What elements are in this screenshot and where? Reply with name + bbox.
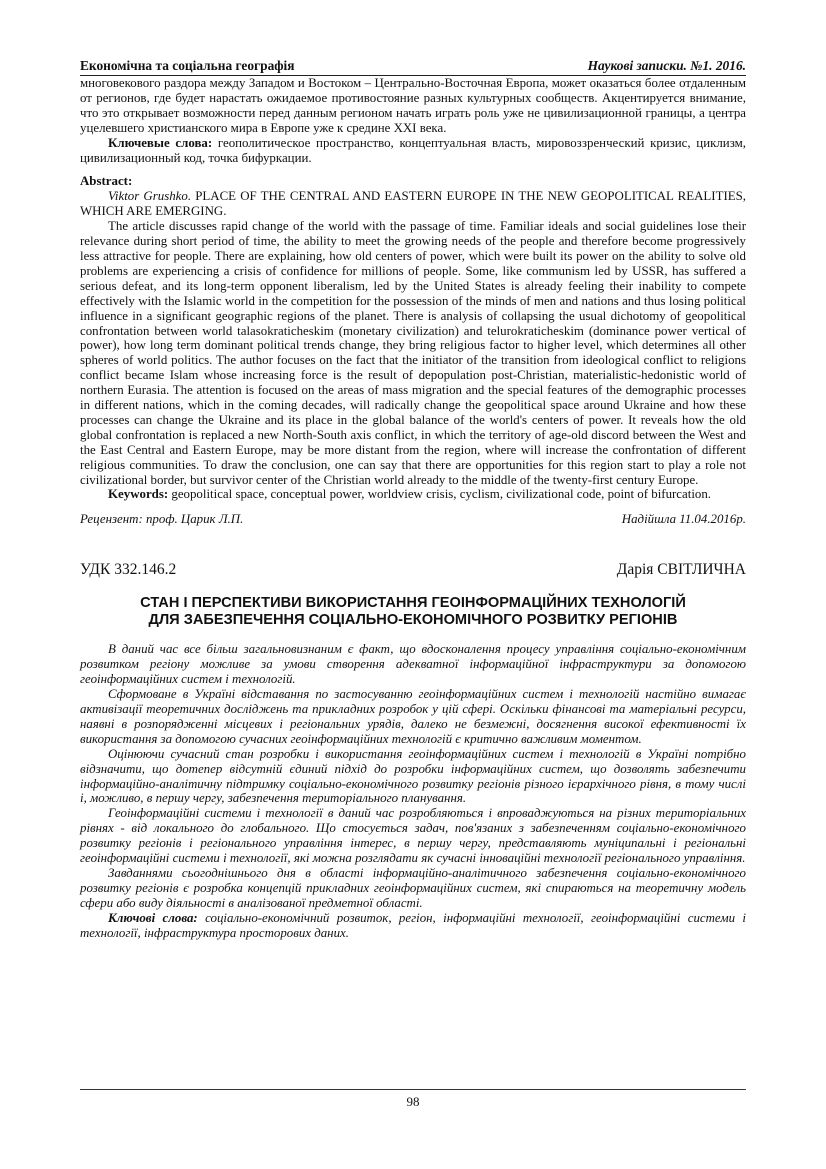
article-keywords-text: соціально-економічний розвиток, регіон, інформаційні технології, геоінформаційні системи і технології, інфраструктура просторових даних.: [80, 910, 746, 940]
ru-keywords: [80, 136, 746, 166]
udk-code: УДК 332.146.2: [80, 561, 177, 579]
page-footer: [80, 1089, 746, 1110]
en-author: Viktor Grushko.: [108, 189, 192, 204]
abstract-paragraph: Геоінформаційні системи і технології в даний час розробляються і впроваджуються на різних територіальних рівнях - від локального до глобального. Що стосується задач, пов'язаних з забезпеченням соціально-економічного розвитку регіонів і регіонального управління інтерес, в першу чергу, представляють муніципальні і регіональні геоінформаційні системи і технології, які можна розглядати як сучасні інноваційні технології регіонального управління.: [80, 806, 746, 866]
reviewer: Рецензент: проф. Царик Л.П.: [80, 512, 244, 527]
en-keywords: [80, 487, 746, 502]
en-abstract: The article discusses rapid change of the world with the passage of time. Familiar ideals and social guidelines lose their relevance during short period of time, the ability to meet the growing needs of the people and therefore become progressively less attractive for people. There are explaining, how old centers of power, which were built its power on the ability to solve old problems are experiencing a crisis of confidence for millions of people. Some, like communism led by USSR, has suffered a serious defeat, and its long-term opponent liberalism, led by the United States is already feeling their inability to compete effectively with the Islamic world in the competition for the possession of the minds of men and nations and thus losing political influence in a significant geographic regions of the planet. There is analysis of collapsing the usual dichotomy of geopolitical confrontation between world talasokraticheskim (monetary civilization) and telurokraticheskim (dominance power vertical of power), how long term dominant political trends change, they bring religious factor to higher level, which determines all other spheres of world politics. The author focuses on the fact that the initiator of the transition from ideological conflict to religions conflict became Islam whose increasing force is the result of depopulation post-Christian, materialistic-hedonistic world of northern Eurasia. The attention is focused on the areas of mass migration and the special features of the demographic processes in different nations, which in the coming decades, will radically change the geopolitical space around Ukraine and how these processes can change the Ukraine and its place in the global balance of the world's centers of power. It reveals how the old global confrontation is replaced a new North-South axis conflict, in which the territory of age-old discord between the West and the East Central and Eastern Europe, may be more distant from the region, where will increase the confrontation of different religious communities. To draw the conclusion, one can say that there are opportunities for this region start to play a role not civilizational border, but survivor center of the Christian world already to the middle of the twenty-first century Europe.: [80, 219, 746, 487]
page-body: [80, 58, 746, 941]
en-title-text: PLACE OF THE CENTRAL AND EASTERN EUROPE IN THE NEW GEOPOLITICAL REALITIES, WHICH ARE EMERGING.: [80, 189, 747, 219]
abstract-paragraph: В даний час все більш загальновизнаним є факт, що вдосконалення процесу управління соціально-економічним розвитком регіону можливе за умови створення адекватної інформаційної інфраструктури за допомогою геоінформаційних систем і технологій.: [80, 642, 746, 687]
abstract-paragraph: Оцінюючи сучасний стан розробки і використання геоінформаційних систем і технологій в Україні потрібно відзначити, що дотепер відсутній єдиний підхід до розробки інформаційних систем, що дозволять забезпечити інформаційно-аналітичну підтримку соціально-економічного розвитку регіонів різного ієрархічного рівня, в тому числі і, можливо, в першу чергу, забезпечення територіального планування.: [80, 746, 746, 806]
article-author: Дарія СВІТЛИЧНА: [616, 561, 746, 579]
ru-keywords-text: геополитическое пространство, концептуальная власть, мировоззренческий кризис, циклизм, цивилизационный код, точка бифуркации.: [80, 135, 746, 165]
abstract-paragraph: Завданнями сьогоднішнього дня в області інформаційно-аналітичного забезпечення соціально-економічного розвитку регіонів є розробка концепцій прикладних геоінформаційних систем, які спираються на теоретичну модель сфери або виду діяльності в аналізованої предметної області.: [80, 865, 746, 910]
ru-keywords-label: Ключевые слова:: [108, 135, 213, 150]
article-abstract: [80, 642, 746, 940]
article-title-line-1: СТАН І ПЕРСПЕКТИВИ ВИКОРИСТАННЯ ГЕОІНФОРМАЦІЙНИХ ТЕХНОЛОГІЙ: [140, 595, 686, 612]
ru-abstract-continuation: многовекового раздора между Западом и Востоком – Центрально-Восточная Европа, может оказаться более отдаленным от регионов, где будет нарастать ожидаемое противостояние разных культурных сообществ. Акцентируется внимание, что это открывает возможности перед данным регионом начать играть роль уже не цивилизационной границы, а центра уцелевшего христианского мира в Европе уже к средине XXI века.: [80, 76, 746, 135]
page-number: 98: [406, 1094, 420, 1109]
abstract-paragraph: Сформоване в Україні відставання по застосуванню геоінформаційних систем і технологій настійно вимагає активізації теоретичних досліджень та прикладних розробок у цій сфері. Оскільки фінансові та матеріальні ресурси, наявні в розпорядженні місцевих і регіональних урядів, далеко не безмежні, досягнення високої ефективності їх використання за допомогою сучасних геоінформаційних технологій є критично важливим моментом.: [80, 687, 746, 746]
en-title: [80, 189, 746, 219]
journal-section: Економічна та соціальна географія: [80, 58, 295, 73]
running-header: [80, 58, 746, 76]
article-keywords: [80, 911, 746, 941]
article-title: [80, 595, 746, 629]
article-meta: [80, 561, 746, 579]
abstract-label: Abstract:: [80, 174, 133, 189]
article-keywords-label: Ключові слова:: [108, 910, 198, 925]
review-info: [80, 512, 746, 527]
en-keywords-text: geopolitical space, conceptual power, worldview crisis, cyclism, civilizational code, point of bifurcation.: [168, 487, 712, 502]
en-keywords-label: Keywords:: [108, 487, 169, 502]
received-date: Надійшла 11.04.2016р.: [621, 512, 746, 527]
journal-issue: Наукові записки. №1. 2016.: [587, 58, 746, 73]
article-title-line-2: ДЛЯ ЗАБЕЗПЕЧЕННЯ СОЦІАЛЬНО-ЕКОНОМІЧНОГО РОЗВИТКУ РЕГІОНІВ: [148, 612, 678, 629]
